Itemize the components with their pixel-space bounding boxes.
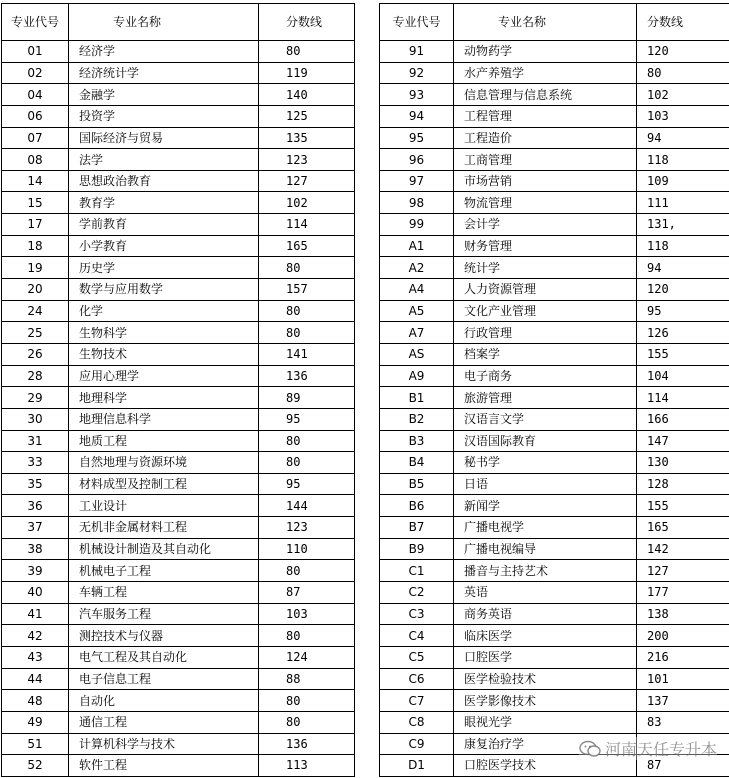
table-row — [2, 343, 355, 365]
cell-score: 101 — [637, 668, 729, 690]
table-row — [380, 192, 729, 214]
table-row — [2, 322, 355, 344]
table-row — [2, 365, 355, 387]
cell-name: 档案学 — [454, 343, 637, 365]
cell-name: 康复治疗学 — [454, 733, 637, 755]
cell-name: 财务管理 — [454, 235, 637, 257]
wechat-icon — [579, 740, 601, 758]
cell-name: 国际经济与贸易 — [69, 127, 259, 149]
cell-name: 法学 — [69, 149, 259, 171]
cell-score: 102 — [637, 84, 729, 106]
cell-code: 41 — [2, 603, 69, 625]
cell-code: 98 — [380, 192, 454, 214]
cell-name: 经济统计学 — [69, 62, 259, 84]
cell-code: 52 — [2, 755, 69, 777]
cell-name: 汽车服务工程 — [69, 603, 259, 625]
cell-score: 103 — [637, 105, 729, 127]
table-row — [380, 690, 729, 712]
cell-score: 125 — [259, 105, 355, 127]
cell-score: 118 — [637, 235, 729, 257]
cell-score: 89 — [259, 387, 355, 409]
cell-name: 动物药学 — [454, 41, 637, 63]
table-row — [380, 625, 729, 647]
table-row — [2, 127, 355, 149]
cell-code: 49 — [2, 711, 69, 733]
cell-name: 历史学 — [69, 257, 259, 279]
cell-score: 128 — [637, 473, 729, 495]
cell-name: 临床医学 — [454, 625, 637, 647]
cell-score: 136 — [259, 365, 355, 387]
cell-name: 通信工程 — [69, 711, 259, 733]
table-row — [2, 646, 355, 668]
cell-score: 114 — [637, 387, 729, 409]
cell-name: 计算机科学与技术 — [69, 733, 259, 755]
cell-code: 15 — [2, 192, 69, 214]
cell-score: 136 — [259, 733, 355, 755]
cell-score: 141 — [259, 343, 355, 365]
cell-score: 138 — [637, 603, 729, 625]
cell-name: 旅游管理 — [454, 387, 637, 409]
table-row — [2, 517, 355, 539]
table-row — [380, 408, 729, 430]
cell-name: 自然地理与资源环境 — [69, 452, 259, 474]
table-row — [2, 603, 355, 625]
cell-name: 行政管理 — [454, 322, 637, 344]
table-row — [2, 192, 355, 214]
table-row — [380, 214, 729, 236]
table-row — [380, 603, 729, 625]
table-row — [2, 582, 355, 604]
cell-name: 经济学 — [69, 41, 259, 63]
cell-code: 97 — [380, 170, 454, 192]
cell-code: 44 — [2, 668, 69, 690]
table-row — [2, 473, 355, 495]
cell-code: A2 — [380, 257, 454, 279]
cell-name: 自动化 — [69, 690, 259, 712]
cell-name: 物流管理 — [454, 192, 637, 214]
cell-score: 80 — [259, 300, 355, 322]
cell-score: 109 — [637, 170, 729, 192]
cell-score: 144 — [259, 495, 355, 517]
cell-name: 工程造价 — [454, 127, 637, 149]
cell-score: 80 — [637, 62, 729, 84]
cell-code: 08 — [2, 149, 69, 171]
cell-name: 医学影像技术 — [454, 690, 637, 712]
cell-code: 33 — [2, 452, 69, 474]
cell-name: 金融学 — [69, 84, 259, 106]
cell-code: 07 — [2, 127, 69, 149]
cell-name: 材料成型及控制工程 — [69, 473, 259, 495]
cell-code: C8 — [380, 711, 454, 733]
cell-code: 99 — [380, 214, 454, 236]
cell-code: B4 — [380, 452, 454, 474]
cell-name: 生物科学 — [69, 322, 259, 344]
cell-name: 医学检验技术 — [454, 668, 637, 690]
table-row — [2, 495, 355, 517]
table-row — [380, 582, 729, 604]
table-row — [380, 149, 729, 171]
cell-code: 29 — [2, 387, 69, 409]
cell-code: 35 — [2, 473, 69, 495]
cell-score: 200 — [637, 625, 729, 647]
cell-name: 工商管理 — [454, 149, 637, 171]
table-row — [380, 430, 729, 452]
cell-code: 51 — [2, 733, 69, 755]
table-row — [380, 127, 729, 149]
table-row — [2, 214, 355, 236]
cell-name: 测控技术与仪器 — [69, 625, 259, 647]
cell-code: 48 — [2, 690, 69, 712]
cell-score: 127 — [637, 560, 729, 582]
cell-name: 水产养殖学 — [454, 62, 637, 84]
cell-score: 80 — [259, 625, 355, 647]
cell-score: 140 — [259, 84, 355, 106]
cell-code: AS — [380, 343, 454, 365]
cell-name: 工程管理 — [454, 105, 637, 127]
cell-code: C4 — [380, 625, 454, 647]
table-row — [380, 495, 729, 517]
cell-name: 电子商务 — [454, 365, 637, 387]
cell-code: 96 — [380, 149, 454, 171]
cell-name: 化学 — [69, 300, 259, 322]
table-row — [2, 62, 355, 84]
table-row — [2, 560, 355, 582]
cell-code: 19 — [2, 257, 69, 279]
table-row — [2, 84, 355, 106]
cell-score: 80 — [259, 257, 355, 279]
cell-name: 口腔医学 — [454, 646, 637, 668]
table-row — [380, 257, 729, 279]
cell-name: 英语 — [454, 582, 637, 604]
cell-score: 165 — [259, 235, 355, 257]
cell-name: 会计学 — [454, 214, 637, 236]
cell-score: 165 — [637, 517, 729, 539]
cell-code: B6 — [380, 495, 454, 517]
cell-score: 131, — [637, 214, 729, 236]
cell-code: 04 — [2, 84, 69, 106]
cell-score: 88 — [259, 668, 355, 690]
cell-code: B9 — [380, 538, 454, 560]
table-row — [380, 84, 729, 106]
cell-score: 119 — [259, 62, 355, 84]
table-row — [380, 343, 729, 365]
table-row — [380, 387, 729, 409]
cell-name: 新闻学 — [454, 495, 637, 517]
cell-score: 110 — [259, 538, 355, 560]
table-row — [2, 690, 355, 712]
cell-code: 01 — [2, 41, 69, 63]
table-row — [2, 733, 355, 755]
cell-code: 42 — [2, 625, 69, 647]
cell-code: 38 — [2, 538, 69, 560]
table-row — [2, 668, 355, 690]
cell-score: 137 — [637, 690, 729, 712]
cell-score: 95 — [259, 473, 355, 495]
cell-name: 广播电视学 — [454, 517, 637, 539]
cell-name: 电气工程及其自动化 — [69, 646, 259, 668]
table-row — [2, 387, 355, 409]
score-table-left — [1, 3, 355, 777]
cell-code: 93 — [380, 84, 454, 106]
table-row — [380, 279, 729, 301]
cell-code: C1 — [380, 560, 454, 582]
cell-name: 秘书学 — [454, 452, 637, 474]
header-code: 专业代号 — [2, 4, 69, 41]
cell-score: 83 — [637, 711, 729, 733]
table-row — [2, 149, 355, 171]
cell-name: 眼视光学 — [454, 711, 637, 733]
table-row — [2, 625, 355, 647]
cell-code: 43 — [2, 646, 69, 668]
cell-score: 80 — [259, 711, 355, 733]
cell-name: 汉语言文学 — [454, 408, 637, 430]
table-row — [380, 452, 729, 474]
cell-name: 机械设计制造及其自动化 — [69, 538, 259, 560]
cell-score: 155 — [637, 495, 729, 517]
cell-score: 102 — [259, 192, 355, 214]
cell-score: 216 — [637, 646, 729, 668]
cell-name: 文化产业管理 — [454, 300, 637, 322]
cell-name: 学前教育 — [69, 214, 259, 236]
cell-name: 电子信息工程 — [69, 668, 259, 690]
cell-score: 157 — [259, 279, 355, 301]
cell-code: 39 — [2, 560, 69, 582]
cell-score: 120 — [637, 279, 729, 301]
cell-score: 177 — [637, 582, 729, 604]
header-code: 专业代号 — [380, 4, 454, 41]
cell-code: 18 — [2, 235, 69, 257]
cell-code: 95 — [380, 127, 454, 149]
cell-name: 播音与主持艺术 — [454, 560, 637, 582]
score-table-right — [379, 3, 729, 777]
cell-name: 投资学 — [69, 105, 259, 127]
cell-score: 118 — [637, 149, 729, 171]
table-row — [2, 235, 355, 257]
table-row — [380, 300, 729, 322]
cell-code: A4 — [380, 279, 454, 301]
cell-code: A9 — [380, 365, 454, 387]
cell-code: 14 — [2, 170, 69, 192]
cell-name: 教育学 — [69, 192, 259, 214]
cell-name: 小学教育 — [69, 235, 259, 257]
cell-name: 口腔医学技术 — [454, 755, 637, 777]
cell-code: C7 — [380, 690, 454, 712]
table-row — [380, 560, 729, 582]
cell-code: 31 — [2, 430, 69, 452]
table-row — [380, 473, 729, 495]
cell-score: 94 — [637, 257, 729, 279]
cell-code: 20 — [2, 279, 69, 301]
cell-score: 113 — [259, 755, 355, 777]
cell-score: 80 — [259, 452, 355, 474]
cell-code: C2 — [380, 582, 454, 604]
cell-code: 40 — [2, 582, 69, 604]
table-row — [380, 105, 729, 127]
cell-score: 103 — [259, 603, 355, 625]
cell-score: 87 — [259, 582, 355, 604]
header-name: 专业名称 — [454, 4, 637, 41]
cell-code: C3 — [380, 603, 454, 625]
cell-code: 37 — [2, 517, 69, 539]
table-row — [2, 408, 355, 430]
cell-code: A7 — [380, 322, 454, 344]
table-row — [380, 41, 729, 63]
table-row — [380, 170, 729, 192]
cell-score: 130 — [637, 452, 729, 474]
cell-name: 市场营销 — [454, 170, 637, 192]
table-row — [380, 668, 729, 690]
cell-code: 30 — [2, 408, 69, 430]
table-row — [2, 430, 355, 452]
header-score: 分数线 — [259, 4, 355, 41]
header-score: 分数线 — [637, 4, 729, 41]
cell-code: A1 — [380, 235, 454, 257]
table-row — [2, 170, 355, 192]
table-row — [2, 41, 355, 63]
cell-code: 91 — [380, 41, 454, 63]
cell-code: 24 — [2, 300, 69, 322]
cell-name: 生物技术 — [69, 343, 259, 365]
table-row — [380, 646, 729, 668]
cell-score: 123 — [259, 517, 355, 539]
table-header-row — [380, 4, 729, 41]
cell-name: 商务英语 — [454, 603, 637, 625]
watermark — [579, 737, 717, 760]
table-row — [2, 711, 355, 733]
table-row — [380, 711, 729, 733]
cell-name: 广播电视编导 — [454, 538, 637, 560]
table-row — [2, 452, 355, 474]
cell-score: 95 — [259, 408, 355, 430]
cell-code: 06 — [2, 105, 69, 127]
cell-name: 汉语国际教育 — [454, 430, 637, 452]
cell-code: B1 — [380, 387, 454, 409]
cell-code: 25 — [2, 322, 69, 344]
cell-name: 人力资源管理 — [454, 279, 637, 301]
cell-name: 日语 — [454, 473, 637, 495]
cell-name: 工业设计 — [69, 495, 259, 517]
cell-code: B2 — [380, 408, 454, 430]
table-row — [380, 322, 729, 344]
cell-code: 02 — [2, 62, 69, 84]
cell-name: 地质工程 — [69, 430, 259, 452]
cell-name: 应用心理学 — [69, 365, 259, 387]
cell-score: 126 — [637, 322, 729, 344]
table-row — [2, 300, 355, 322]
cell-code: 36 — [2, 495, 69, 517]
table-row — [2, 755, 355, 777]
cell-score: 80 — [259, 430, 355, 452]
cell-score: 80 — [259, 690, 355, 712]
table-row — [2, 279, 355, 301]
cell-score: 111 — [637, 192, 729, 214]
cell-code: C6 — [380, 668, 454, 690]
table-row — [2, 538, 355, 560]
cell-name: 数学与应用数学 — [69, 279, 259, 301]
cell-name: 软件工程 — [69, 755, 259, 777]
cell-score: 142 — [637, 538, 729, 560]
cell-name: 地理信息科学 — [69, 408, 259, 430]
cell-code: B5 — [380, 473, 454, 495]
cell-name: 无机非金属材料工程 — [69, 517, 259, 539]
cell-code: B7 — [380, 517, 454, 539]
cell-score: 80 — [259, 560, 355, 582]
cell-code: C9 — [380, 733, 454, 755]
cell-code: C5 — [380, 646, 454, 668]
cell-code: 26 — [2, 343, 69, 365]
cell-score: 124 — [259, 646, 355, 668]
table-row — [380, 235, 729, 257]
table-header-row — [2, 4, 355, 41]
cell-score: 166 — [637, 408, 729, 430]
watermark-text: 河南天任专升本 — [604, 740, 717, 759]
cell-name: 思想政治教育 — [69, 170, 259, 192]
cell-name: 机械电子工程 — [69, 560, 259, 582]
cell-name: 统计学 — [454, 257, 637, 279]
cell-code: D1 — [380, 755, 454, 777]
table-row — [380, 517, 729, 539]
cell-score: 80 — [259, 322, 355, 344]
cell-score: 114 — [259, 214, 355, 236]
cell-score: 127 — [259, 170, 355, 192]
table-row — [380, 538, 729, 560]
cell-name: 信息管理与信息系统 — [454, 84, 637, 106]
cell-code: 17 — [2, 214, 69, 236]
cell-score: 120 — [637, 41, 729, 63]
table-row — [2, 105, 355, 127]
cell-score: 135 — [259, 127, 355, 149]
cell-score: 80 — [259, 41, 355, 63]
cell-score: 94 — [637, 127, 729, 149]
cell-score: 147 — [637, 430, 729, 452]
cell-code: 28 — [2, 365, 69, 387]
cell-score: 123 — [259, 149, 355, 171]
cell-code: 92 — [380, 62, 454, 84]
cell-score: 87 — [637, 755, 729, 777]
cell-name: 地理科学 — [69, 387, 259, 409]
table-row — [2, 257, 355, 279]
cell-code: 94 — [380, 105, 454, 127]
cell-code: A5 — [380, 300, 454, 322]
table-row — [380, 365, 729, 387]
header-name: 专业名称 — [69, 4, 259, 41]
cell-score: 95 — [637, 300, 729, 322]
cell-code: B3 — [380, 430, 454, 452]
cell-name: 车辆工程 — [69, 582, 259, 604]
cell-score: 155 — [637, 343, 729, 365]
cell-score: 104 — [637, 365, 729, 387]
table-row — [380, 62, 729, 84]
